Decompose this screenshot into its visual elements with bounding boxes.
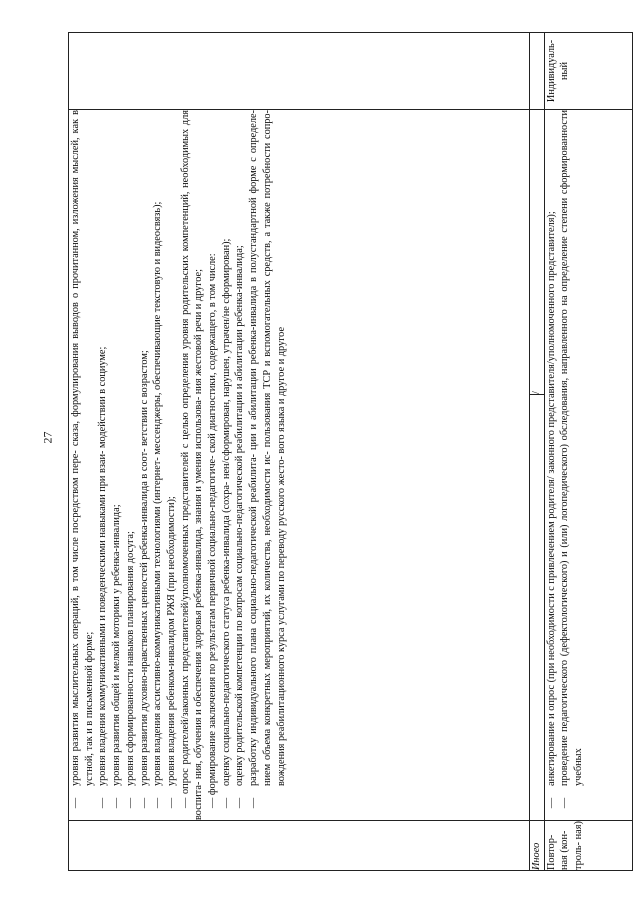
list-dash: — xyxy=(248,797,260,809)
list-item xyxy=(545,110,559,820)
rotated-table-container xyxy=(68,33,631,871)
list-item-text: оценку социально-педагогического статуса ребенка-инвалида (сохра- нен/сформирован, нарушен, утрачен/не сформирован); xyxy=(220,238,232,786)
table-row xyxy=(530,32,545,870)
list-dash: — xyxy=(234,797,246,809)
list-item xyxy=(96,110,110,820)
form-cell: Индивидуаль- ный xyxy=(544,32,632,109)
list-item-text: уровня сформированности навыков планирования досуга; xyxy=(124,531,136,786)
list-item xyxy=(110,110,124,820)
list-item xyxy=(124,110,138,820)
list-item xyxy=(233,110,247,820)
empty-cell xyxy=(530,395,545,821)
list-dash: — xyxy=(97,797,109,809)
paragraph-conclusion: — формирование заключения по результатам первичной социально-педагогиче- ской диагностики, содержащего, в том числе: xyxy=(207,253,219,808)
other-row-mark: / xyxy=(530,109,545,394)
list-item xyxy=(138,110,152,820)
list-item xyxy=(69,110,96,820)
list-item xyxy=(165,110,179,820)
empty-cell xyxy=(530,32,545,109)
page-number: 27 xyxy=(40,431,55,444)
list-item-text: анкетирование и опрос (при необходимости с привлечением родителя/ законного представителя/уполномоченного представителя); xyxy=(545,211,557,786)
list-dash: — xyxy=(220,797,232,809)
repeat-row-content xyxy=(544,109,632,820)
list-item xyxy=(151,110,165,820)
service-table xyxy=(68,32,633,871)
list-dash: — xyxy=(124,797,136,809)
list-dash: — xyxy=(559,797,571,809)
list-dash: — xyxy=(138,797,150,809)
list-item-text: уровня развития духовно-нравственных ценностей ребенка-инвалида в соот- ветствии с возрастом; xyxy=(138,350,150,786)
list-dash: — xyxy=(165,797,177,809)
list-dash: — xyxy=(70,797,81,809)
other-row-label: Иноео xyxy=(530,821,545,871)
repeat-row-label: Повтор- ная (кон- троль- ная) xyxy=(544,821,632,871)
list-dash: — xyxy=(545,797,557,809)
list-item-text: уровня развития общей и мелкой моторики у ребенка-инвалида; xyxy=(111,504,123,786)
list-dash: — xyxy=(111,797,123,809)
list-item xyxy=(558,110,585,820)
table-row xyxy=(69,32,530,870)
list-dash: — xyxy=(152,797,164,809)
list-item-text: уровня владения ребенком-инвалидом РЖЯ (при необходимости); xyxy=(165,496,177,786)
list-item xyxy=(220,110,234,820)
paragraph-parents: — опрос родителей/законных представителей/уполномоченных представителей с целью определения уровня родительских компетенций, необходимых для воспита- ния, обучения и обеспечения здоровья ребенка-инвалида, знания и умения использова- ния жестовой речи и другое; xyxy=(179,109,205,820)
list-item xyxy=(247,110,288,820)
list-item-text: проведение педагогического (дефектологического) и (или) логопедического) обследования, направленного на определение степени сформированности учебных xyxy=(559,109,585,786)
diagnostics-content-cell xyxy=(69,109,530,820)
list-item-text: уровня владения ассистивно-коммуникативными технологиями (интернет- мессенджеры, обеспечивающие текстовую и видеосвязь); xyxy=(152,201,164,786)
list-item-text: уровня развития мыслительных операций, в том числе посредством пере- сказа, формулирования выводов о прочитанном, изложения мыслей, как в устной, так и в письменной форме; xyxy=(70,109,95,786)
empty-cell xyxy=(69,32,530,109)
empty-cell xyxy=(69,821,530,871)
list-item-text: разработку индивидуального плана социально-педагогической реабилита- ции и абилитации ребенка-инвалида в полустандартной форме с определе- нием объема конкретных мероприятий, их количества, необходимости ис- пользования ТСР и вспомогательных средств, а также потребности сопро- вождения реабилитационного курса услугами по переводу русского жесто- вого языка и другое и другое xyxy=(248,109,287,786)
list-item-text: оценку родительской компетенции по вопросам социально-педагогической реабилитации и абилитации ребенка-инвалида; xyxy=(234,245,246,786)
list-item-text: уровня владения коммуникативными и поведенческими навыками при взаи- модействии в социуме; xyxy=(97,346,109,786)
table-row xyxy=(544,32,632,870)
